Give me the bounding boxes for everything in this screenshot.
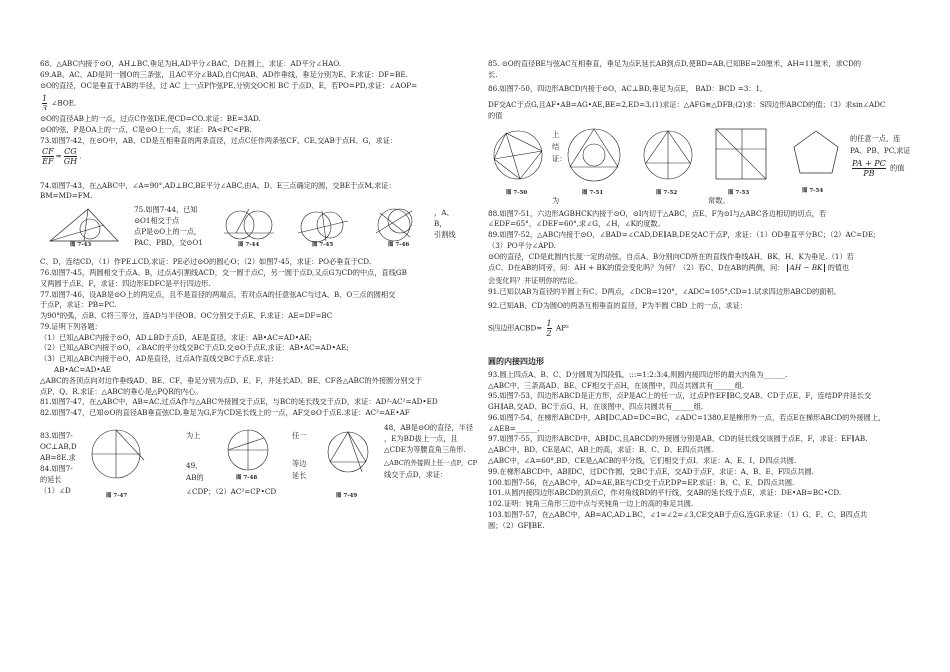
problem-77-cont: 于点P，求证：PB=PC. (40, 301, 117, 310)
fraction-pa-pc-pb: $\frac{PA + PC}{PB}$ 的值 (852, 158, 905, 178)
problem-102: 102.证明：钝角三角形三边中点与夹钝角一边上的高的垂足共圆. (488, 500, 694, 509)
figure-7-48: 图 7-48 (220, 426, 278, 476)
problem-79-3: （3）已知△ABC内接于⊙O，AD是直径，过点A作直线交BC于点E,求证： (40, 355, 279, 364)
problem-79-1: （1）已知△ABC内接于⊙O，AD⊥BD于点D，AE是直径，求证：AB•AC=AD•AE; (40, 333, 312, 342)
problem-93: 93.圆上四点A、B、C、D分圆周为四段弧，:::=1:2:3:4,则圆内接四边形的最大内角为______. (488, 370, 788, 379)
figure-row-50-54: 图 7-50 上 结 证： 为 图 7-51 图 7-52 图 7-53 图 7-54 的任意一点，连 PA、PB、PC,求证 $\frac{PA + PC}{PB}$ 的值 常数。 (488, 123, 923, 207)
left-column (40, 60, 478, 507)
problem-86-cont: DF交AC于点G,且AF•AB=AG•AE,BE=2,ED=3,(1)求证：△AFG≌△DFB;(2)求：S四边形ABCD的值；（3）求sin∠ADC (488, 101, 886, 110)
problem-100: 100.如图7-56，在△ABC中，AD=AE,BE与CD交于点P,DP=EP,求证：B、C、E、D四点共圆. (488, 478, 795, 487)
problem-68: 68、△ABC内接于⊙O，AH⊥BC,垂足为H,AD平分∠BAC，D在圆上，求证：AD平分∠HAO. (40, 60, 342, 68)
problem-96: 96.如图7-54，在梯形ABCD中，AB∥DC,AD=DC=BC，∠ADC=1380,E是梯形外一点，若点E在梯形ABCD的外接圆上， (488, 413, 886, 422)
right-column (488, 60, 923, 532)
problem-91: 91.已知以AB为直径的半圆上有C、D两点，∠DCB=120°，∠ADC=105°,CD=1.试求四边形ABCD的面积。 (488, 287, 841, 296)
problem-99: 99.在梯形ABCD中，AB∥DC，过DC作圆，交BC于点E，交AD于点F，求证：A、B、E、F四点共圆. (488, 467, 814, 476)
problem-85: 85. ⊙O的直径BE与弦AC互相垂直，垂足为点F,延长AB到点D,使BD=AB,已知BE=20厘米，AH=11厘米，求CD的 (488, 60, 862, 68)
problem-98a: △ABC中，BD、CE是AC、AB上的高，求证：B、C、D、E四点共圆. (488, 446, 714, 455)
fraction-cf-ef: $\frac{CF}{EF}$ (42, 147, 54, 166)
problem-70-cont: $\frac{1}{3}$ ∠BOE. (40, 94, 472, 110)
problem-75-cont: C、D，连结CD，（1）作PE⊥CD,求证：PE必过⊙O的圆心O；（2）如图7-45，求证：PO必垂直于CD. (40, 258, 372, 267)
problem-74-cont: BM=MD=FM. (40, 192, 93, 201)
problem-96-cont: ∠AEB=______. (488, 424, 540, 433)
problem-85-cont: 长. (488, 70, 498, 79)
problem-94: △ABC中，三条高AD、BE、CF相交于点H，在该图中，四点共圆共有______组. (488, 381, 745, 390)
problem-70: ⊙O的直径，OC是垂直于AB的半径，过 AC 上一点P作弦PE,分别交OC和 BC 于点D、E，若PO=PD,求证：∠AOP= (40, 81, 418, 90)
figure-7-46: 图 7-46 (370, 203, 428, 249)
problem-95: 95.如图7-53，四边形ABCD是正方形，点P是AC上的任一点，过点P作EF∥BC,交AB、CD于点E、F，连结DP并延长交 (488, 392, 872, 401)
problem-79-3-cont: AB•AC=AD•AE (54, 366, 112, 375)
figure-7-52: 图 7-52 (638, 123, 698, 189)
problem-88: 88.如图7-51，六边形AGBHCK内接于⊙O，⊙I内切于△ABC，点E、F为⊙I与△ABC各边相切的切点，若 (488, 209, 827, 218)
figure-7-53: 图 7-53 (712, 125, 770, 187)
fraction-one-third: $\frac{1}{3}$ (42, 93, 48, 110)
figure-7-47: 图 7-47 (88, 424, 148, 490)
problem-92-formula: S四边形ACBD= $\frac{1}{2}$ AP² (488, 318, 569, 337)
problem-97: 97.如图7-55，四边形ABCD中，AB∥DC,且ABCD的外接圆分别是AB、CD的延长线交该圆于点E、F，求证：EF∥AB. (488, 435, 868, 444)
fraction-cg-gh: $\frac{CG}{GH}$ (63, 147, 78, 166)
problem-103: 103.如图7-57，在△ABC中，AB=AC,AD⊥BC，∠1=∠2=∠3,CE交AB于点G,连GF.求证：（1）G、F、C、B四点共 (488, 510, 868, 519)
problem-89: 89.如图7-52，△ABC内接于⊙O，∠BAD=∠CAD,DE∥AB,DE交AC于点P，求证：（1）OD垂直平分BC；（2）AC=DE; (488, 231, 876, 240)
figure-7-49: 图 7-49 (322, 424, 380, 490)
problem-101: 101.从圆内接四边形ABCD的顶点C，作对角线BD的平行线，交AB的延长线于点E，求证：DE•AB=BC•CD. (488, 489, 842, 498)
figure-row-43-46: 图 7-43 75.如图7-44，已知 ⊙O1相交于点 点P是⊙O上的一点， PAC、PBD，交⊙O1 图 7-44 图 7-45 图 7-46 ，A、 B， 引割线 (40, 203, 472, 255)
problem-89-cont: （3）PO平分∠APD. (488, 242, 556, 251)
problem-80: △ABC的各顶点向对边作垂线AD、BE、CF，垂足分别为点D、E、F，并延长AD、BE、CF各△ABC的外接圆分别交于 (40, 376, 422, 385)
problem-73-formula: $\frac{CF}{EF}$ = $\frac{CG}{GH}$ . (42, 147, 82, 166)
figure-7-43: 图 7-43 (44, 203, 126, 253)
problem-81: 81.如图7-47，在△ABC中，AB=AC,过点A作与△ABC外接圆交于点E，与BC的延长线交于点D，求证：AD²-AC²=AD•ED (40, 398, 438, 407)
problem-90-cont2: 会变化吗？并证明你的结论。 (488, 276, 582, 285)
problem-86: 86.如图7-50，四边形ABCD内接于⊙O，AC⊥BD,垂足为点E， $\overline{BAD}$：$\overline{BCD} =3$：1, (488, 84, 763, 93)
problem-74: 74.如图7-43，在△ABC中，∠A=90°,AD⊥BC,BE平分∠ABC,由A、D、E三点确定的圆，交BE于点M,求证： (40, 181, 396, 190)
problem-90-cont: 点C、D在AB的同旁，问：AH + BK的值会变化吗？为何？（2）若C、D在AB的两侧，问： AH − BK 的值也 (488, 263, 850, 272)
problem-76: 76.如图7-45，两圆相交于点A、B，过点A引割线ACD，交一圆于点C，另一圆于点D,又点G为CD的中点，直线GB (40, 269, 407, 277)
problem-69: 69.AB、AC、AD是同一圆O的三条弦，且AC平分∠BAD,自C向AB、AD作垂线，垂足分别为E、F.求证：DF=BE. (40, 70, 408, 79)
section-title: 圆的内接四边形 (488, 355, 544, 366)
problem-82: 82.如图7-47，已知⊙O的直径AB垂直弦CD,垂足为G,F为CD延长线上的一点，AF交⊙O于点E.求证：AC²=AE•AF (40, 409, 410, 418)
problem-98b: △ABC中，∠A=60°,BD、CE是△ACB的平分线，它们相交于点I．求证：A、E、I、D四点共圆. (488, 456, 797, 465)
problem-72: ⊙O的弦，P是OA上的一点，C是⊙O上一点，求证：PA<PC<PB. (40, 125, 252, 134)
problem-88-cont: ∠EDF=65°，∠DEF=60°,求∠G，∠H，∠K的度数。 (488, 220, 665, 229)
problem-71: ⊙O的直径AB上的一点，过点C作弦DE,使CD=CO.求证：BE=3AD. (40, 115, 261, 124)
figure-7-45: 图 7-45 (290, 203, 356, 249)
figure-row-47-49: 83.如图7- OC⊥AB,D AB=8E.求 84.如图7- 的延长 （1）∠D 图 7-47 为上 49， AB的 图 7-48 任一 等边 延长 ∠CDP；（2）AC²=CP•CD 图 7-49 48，AB是⊙O的直径，半径 ，E为BD拔上一点，且 △CDE为等腰直角三角形. △ABC的外接圆上任一点P，CP 线交于点D，求证： (40, 422, 478, 499)
problem-103-cont: 圆；（2）GF∥BE. (488, 521, 545, 530)
problem-92: 92.已知AB、CD为圆O的两条互相垂直的直径，P为半圆 $\overline{CBD}$ 上的一点，求证： (488, 301, 748, 310)
figure-7-54: 图 7-54 (786, 127, 846, 187)
figure-7-44: 图 7-44 (216, 203, 282, 249)
problem-73: 73.如图7-42，在⊙O中，AB、CD是互相垂直的两条直径，过点C任作两条弦CF、CE,交AB于点H、G，求证： (40, 136, 398, 145)
figure-7-51: 图 7-51 (564, 123, 626, 189)
problem-95-cont: GH∥AB,交AD、BC于点G、H，在该图中，四点共圆共有______组. (488, 403, 704, 412)
problem-86-cont2: 的值 (488, 111, 503, 120)
problem-80-cont: 点P、Q、R.求证：△ABC的垂心是△PQR的内心。 (40, 387, 203, 396)
problem-90: ⊙O的直径，CD是此圆内长度一定的动弦，自点A、B分别向CD所在的直线作垂线AH、BK，H、K为垂足.（1）若 (488, 252, 854, 261)
problem-78: 为90°的弧，点B、C将三等分，连AD与半径OB、OC分别交于点E、F.求证：AE=DF=BC (40, 312, 333, 321)
problem-79-2: （2）已知△ABC内接于⊙O，∠BAC的平分线交BC于点D,交⊙O于点E,求证：AB•AC=AD•AE; (40, 344, 349, 353)
problem-76-cont: 又两圆于点E、F，求证：四边形EDFC是平行四边形. (40, 279, 211, 288)
problem-77: 77.如图7-46，设AB是⊙O上的两定点，且不是直径的两端点，若对点A的任意弦AC与过A、B、O三点的圆相交 (40, 290, 396, 299)
figure-7-50: 图 7-50 (490, 123, 548, 189)
problem-79: 79.证明下列各题： (40, 322, 102, 331)
